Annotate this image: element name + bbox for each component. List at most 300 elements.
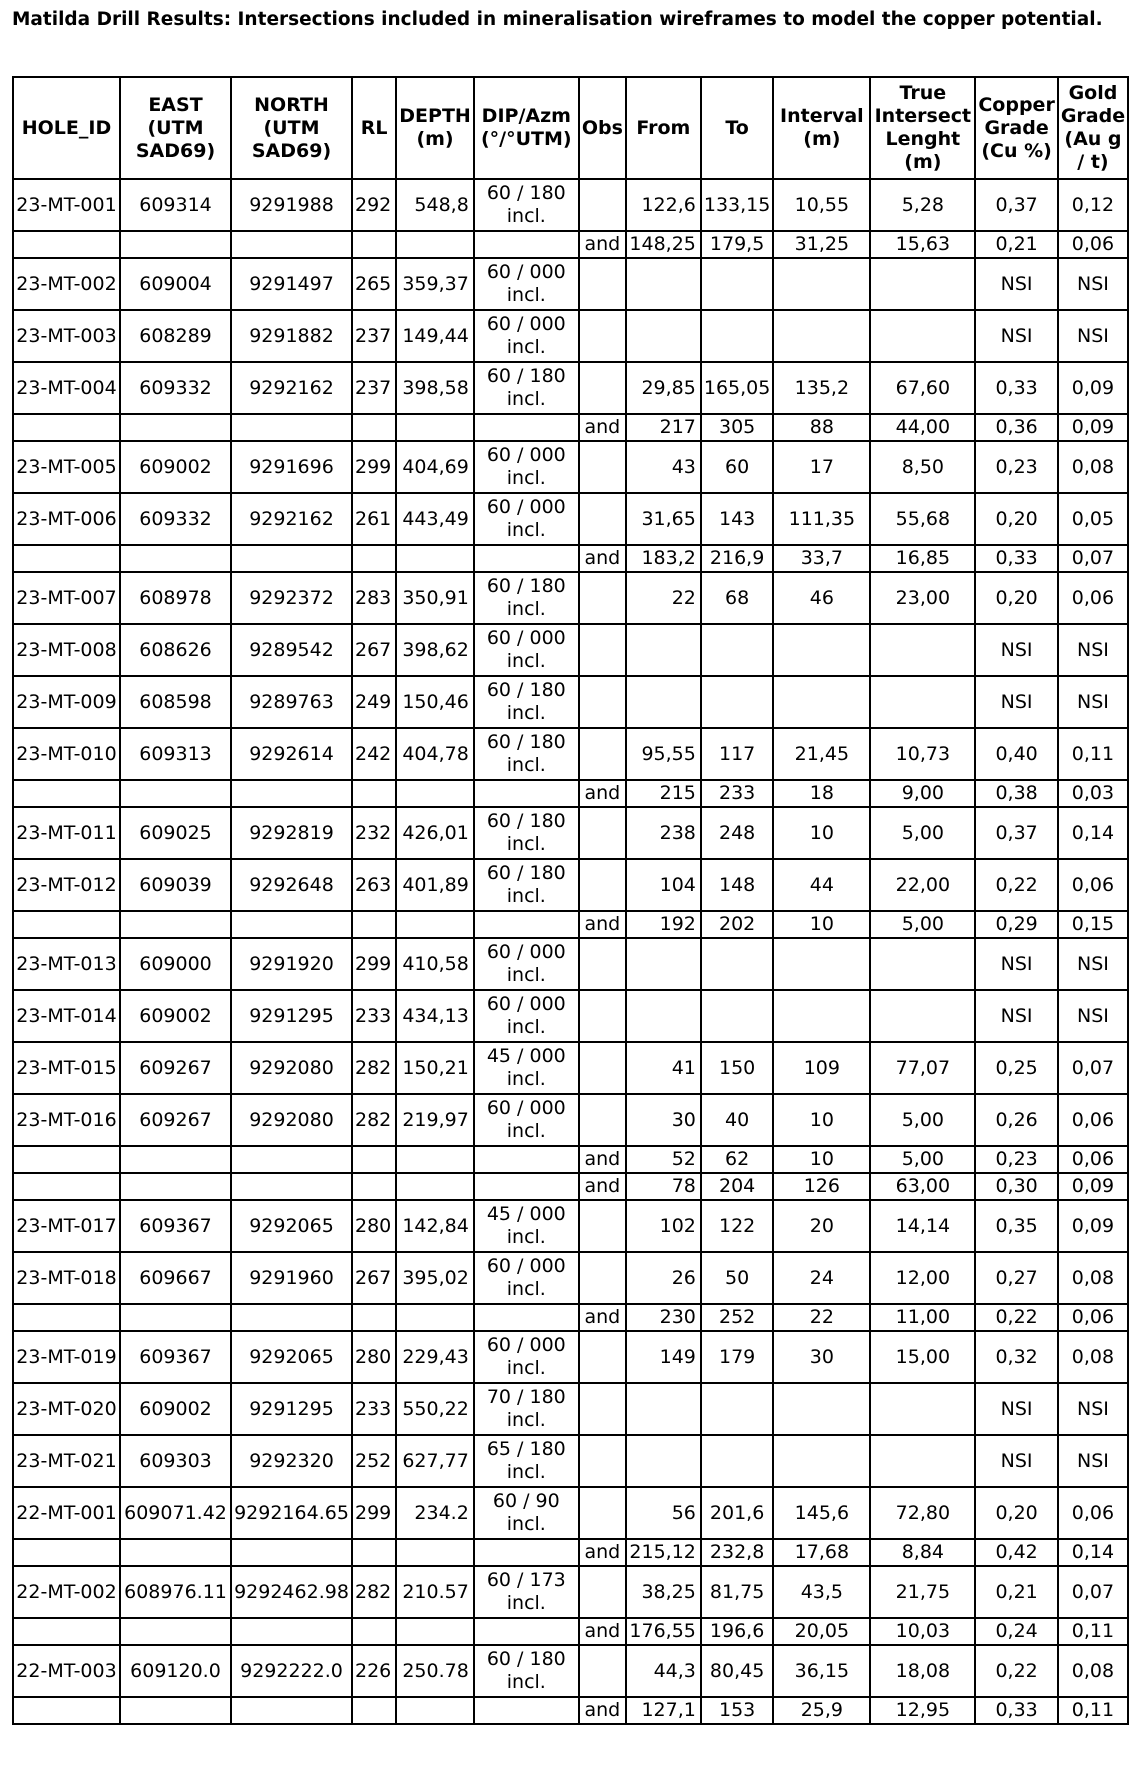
- depth-cell: 395,02: [396, 1252, 474, 1304]
- dip-azm-cell: [474, 545, 579, 572]
- rl-cell: [352, 414, 396, 441]
- east-cell: 608978: [120, 572, 231, 624]
- north-cell: 9292372: [231, 572, 352, 624]
- true-length-cell: [870, 1383, 975, 1435]
- dip-azm-cell: 60 / 000 incl.: [474, 938, 579, 990]
- obs-cell: [579, 1645, 626, 1697]
- north-cell: [231, 1697, 352, 1724]
- east-cell: 609025: [120, 807, 231, 859]
- interval-cell: [773, 990, 870, 1042]
- gold-grade-cell: 0,08: [1058, 441, 1128, 493]
- east-cell: 609002: [120, 1383, 231, 1435]
- dip-azm-cell: 60 / 000 incl.: [474, 310, 579, 362]
- obs-cell: and: [579, 1539, 626, 1566]
- hole-id-cell: 23-MT-009: [13, 676, 120, 728]
- from-cell: 38,25: [626, 1566, 701, 1618]
- obs-cell: [579, 990, 626, 1042]
- rl-cell: 233: [352, 990, 396, 1042]
- true-length-cell: 22,00: [870, 859, 975, 911]
- hole-id-cell: 23-MT-012: [13, 859, 120, 911]
- depth-cell: 426,01: [396, 807, 474, 859]
- hole-id-cell: [13, 911, 120, 938]
- rl-cell: [352, 1618, 396, 1645]
- rl-cell: 242: [352, 728, 396, 780]
- true-length-cell: [870, 1435, 975, 1487]
- hole-id-cell: [13, 1173, 120, 1200]
- table-row: [13, 1146, 1128, 1173]
- dip-azm-cell: [474, 911, 579, 938]
- north-cell: 9292065: [231, 1200, 352, 1252]
- east-cell: [120, 1173, 231, 1200]
- rl-cell: 237: [352, 362, 396, 414]
- depth-cell: [396, 545, 474, 572]
- obs-cell: [579, 859, 626, 911]
- header-to: To: [701, 77, 773, 179]
- header-dip-azm: DIP/Azm (°/°UTM): [474, 77, 579, 179]
- table-row: [13, 990, 1128, 1042]
- obs-cell: and: [579, 1697, 626, 1724]
- copper-grade-cell: 0,22: [975, 1645, 1057, 1697]
- table-row: [13, 1697, 1128, 1724]
- from-cell: 52: [626, 1146, 701, 1173]
- interval-cell: 22: [773, 1304, 870, 1331]
- gold-grade-cell: NSI: [1058, 1383, 1128, 1435]
- copper-grade-cell: NSI: [975, 1383, 1057, 1435]
- from-cell: [626, 624, 701, 676]
- gold-grade-cell: 0,05: [1058, 493, 1128, 545]
- to-cell: [701, 1435, 773, 1487]
- interval-cell: [773, 1383, 870, 1435]
- dip-azm-cell: 60 / 000 incl.: [474, 258, 579, 310]
- hole-id-cell: 23-MT-007: [13, 572, 120, 624]
- from-cell: [626, 258, 701, 310]
- dip-azm-cell: 45 / 000 incl.: [474, 1042, 579, 1094]
- header-rl: RL: [352, 77, 396, 179]
- gold-grade-cell: 0,09: [1058, 1173, 1128, 1200]
- gold-grade-cell: NSI: [1058, 258, 1128, 310]
- table-row: [13, 624, 1128, 676]
- copper-grade-cell: 0,33: [975, 545, 1057, 572]
- table-row: [13, 1173, 1128, 1200]
- header-hole-id: HOLE_ID: [13, 77, 120, 179]
- true-length-cell: 5,28: [870, 179, 975, 231]
- to-cell: 179: [701, 1331, 773, 1383]
- to-cell: 81,75: [701, 1566, 773, 1618]
- depth-cell: [396, 1697, 474, 1724]
- true-length-cell: 18,08: [870, 1645, 975, 1697]
- table-row: [13, 231, 1128, 258]
- gold-grade-cell: 0,03: [1058, 780, 1128, 807]
- header-copper-grade: Copper Grade (Cu %): [975, 77, 1057, 179]
- hole-id-cell: 22-MT-001: [13, 1487, 120, 1539]
- interval-cell: 88: [773, 414, 870, 441]
- rl-cell: 299: [352, 1487, 396, 1539]
- east-cell: [120, 780, 231, 807]
- north-cell: 9289542: [231, 624, 352, 676]
- dip-azm-cell: 60 / 180 incl.: [474, 859, 579, 911]
- table-row: [13, 728, 1128, 780]
- interval-cell: 20: [773, 1200, 870, 1252]
- to-cell: [701, 1383, 773, 1435]
- rl-cell: 249: [352, 676, 396, 728]
- obs-cell: and: [579, 414, 626, 441]
- from-cell: 176,55: [626, 1618, 701, 1645]
- copper-grade-cell: 0,20: [975, 1487, 1057, 1539]
- rl-cell: 263: [352, 859, 396, 911]
- interval-cell: 18: [773, 780, 870, 807]
- table-row: [13, 179, 1128, 231]
- depth-cell: 550,22: [396, 1383, 474, 1435]
- table-row: [13, 441, 1128, 493]
- obs-cell: [579, 493, 626, 545]
- table-row: [13, 414, 1128, 441]
- hole-id-cell: 22-MT-003: [13, 1645, 120, 1697]
- hole-id-cell: 23-MT-020: [13, 1383, 120, 1435]
- dip-azm-cell: 60 / 180 incl.: [474, 676, 579, 728]
- gold-grade-cell: 0,06: [1058, 572, 1128, 624]
- from-cell: 183,2: [626, 545, 701, 572]
- interval-cell: 24: [773, 1252, 870, 1304]
- gold-grade-cell: NSI: [1058, 990, 1128, 1042]
- hole-id-cell: 23-MT-019: [13, 1331, 120, 1383]
- rl-cell: 292: [352, 179, 396, 231]
- from-cell: 29,85: [626, 362, 701, 414]
- table-row: [13, 1331, 1128, 1383]
- north-cell: [231, 231, 352, 258]
- interval-cell: 31,25: [773, 231, 870, 258]
- hole-id-cell: [13, 1539, 120, 1566]
- hole-id-cell: [13, 1697, 120, 1724]
- gold-grade-cell: NSI: [1058, 624, 1128, 676]
- interval-cell: [773, 938, 870, 990]
- obs-cell: [579, 258, 626, 310]
- hole-id-cell: 23-MT-011: [13, 807, 120, 859]
- copper-grade-cell: NSI: [975, 624, 1057, 676]
- table-row: [13, 807, 1128, 859]
- from-cell: 43: [626, 441, 701, 493]
- gold-grade-cell: 0,09: [1058, 362, 1128, 414]
- gold-grade-cell: 0,07: [1058, 1042, 1128, 1094]
- dip-azm-cell: 60 / 90 incl.: [474, 1487, 579, 1539]
- gold-grade-cell: 0,06: [1058, 231, 1128, 258]
- dip-azm-cell: 60 / 000 incl.: [474, 1094, 579, 1146]
- to-cell: [701, 624, 773, 676]
- copper-grade-cell: 0,21: [975, 231, 1057, 258]
- true-length-cell: 12,00: [870, 1252, 975, 1304]
- dip-azm-cell: [474, 414, 579, 441]
- obs-cell: [579, 1331, 626, 1383]
- obs-cell: [579, 1200, 626, 1252]
- north-cell: 9292819: [231, 807, 352, 859]
- depth-cell: 210.57: [396, 1566, 474, 1618]
- interval-cell: 44: [773, 859, 870, 911]
- interval-cell: 10: [773, 807, 870, 859]
- interval-cell: 10,55: [773, 179, 870, 231]
- interval-cell: 126: [773, 1173, 870, 1200]
- true-length-cell: 12,95: [870, 1697, 975, 1724]
- north-cell: 9292320: [231, 1435, 352, 1487]
- gold-grade-cell: 0,06: [1058, 1146, 1128, 1173]
- copper-grade-cell: 0,25: [975, 1042, 1057, 1094]
- gold-grade-cell: 0,06: [1058, 859, 1128, 911]
- table-row: [13, 310, 1128, 362]
- copper-grade-cell: 0,37: [975, 807, 1057, 859]
- interval-cell: [773, 258, 870, 310]
- gold-grade-cell: NSI: [1058, 1435, 1128, 1487]
- dip-azm-cell: [474, 780, 579, 807]
- from-cell: 22: [626, 572, 701, 624]
- north-cell: 9292462.98: [231, 1566, 352, 1618]
- table-body: [13, 179, 1128, 1724]
- north-cell: 9292065: [231, 1331, 352, 1383]
- interval-cell: 109: [773, 1042, 870, 1094]
- dip-azm-cell: 60 / 180 incl.: [474, 728, 579, 780]
- interval-cell: [773, 1435, 870, 1487]
- table-row: [13, 676, 1128, 728]
- hole-id-cell: 23-MT-014: [13, 990, 120, 1042]
- interval-cell: 10: [773, 1146, 870, 1173]
- interval-cell: 33,7: [773, 545, 870, 572]
- from-cell: 104: [626, 859, 701, 911]
- east-cell: 609313: [120, 728, 231, 780]
- copper-grade-cell: 0,23: [975, 1146, 1057, 1173]
- north-cell: [231, 1146, 352, 1173]
- table-row: [13, 1252, 1128, 1304]
- depth-cell: [396, 1173, 474, 1200]
- north-cell: 9291920: [231, 938, 352, 990]
- interval-cell: 21,45: [773, 728, 870, 780]
- north-cell: [231, 1304, 352, 1331]
- dip-azm-cell: 60 / 000 incl.: [474, 624, 579, 676]
- hole-id-cell: 23-MT-018: [13, 1252, 120, 1304]
- rl-cell: 280: [352, 1200, 396, 1252]
- obs-cell: and: [579, 911, 626, 938]
- obs-cell: [579, 624, 626, 676]
- to-cell: 60: [701, 441, 773, 493]
- interval-cell: 111,35: [773, 493, 870, 545]
- depth-cell: 350,91: [396, 572, 474, 624]
- true-length-cell: 8,50: [870, 441, 975, 493]
- table-row: [13, 1618, 1128, 1645]
- true-length-cell: [870, 258, 975, 310]
- to-cell: [701, 310, 773, 362]
- gold-grade-cell: 0,07: [1058, 545, 1128, 572]
- header-true-length: True Intersect Lenght (m): [870, 77, 975, 179]
- to-cell: 201,6: [701, 1487, 773, 1539]
- depth-cell: 229,43: [396, 1331, 474, 1383]
- rl-cell: [352, 911, 396, 938]
- east-cell: [120, 545, 231, 572]
- from-cell: 238: [626, 807, 701, 859]
- header-depth: DEPTH (m): [396, 77, 474, 179]
- drill-results-table: [12, 76, 1129, 1725]
- table-row: [13, 911, 1128, 938]
- rl-cell: 261: [352, 493, 396, 545]
- true-length-cell: 5,00: [870, 911, 975, 938]
- from-cell: 30: [626, 1094, 701, 1146]
- rl-cell: [352, 1304, 396, 1331]
- table-row: [13, 780, 1128, 807]
- north-cell: [231, 1173, 352, 1200]
- from-cell: 127,1: [626, 1697, 701, 1724]
- north-cell: 9292648: [231, 859, 352, 911]
- depth-cell: 404,69: [396, 441, 474, 493]
- gold-grade-cell: 0,08: [1058, 1331, 1128, 1383]
- to-cell: 117: [701, 728, 773, 780]
- depth-cell: 250.78: [396, 1645, 474, 1697]
- copper-grade-cell: 0,30: [975, 1173, 1057, 1200]
- obs-cell: and: [579, 1146, 626, 1173]
- table-header-row: [13, 77, 1128, 179]
- depth-cell: 404,78: [396, 728, 474, 780]
- obs-cell: [579, 1566, 626, 1618]
- obs-cell: [579, 1383, 626, 1435]
- copper-grade-cell: 0,29: [975, 911, 1057, 938]
- true-length-cell: [870, 624, 975, 676]
- header-gold-grade: Gold Grade (Au g / t): [1058, 77, 1128, 179]
- gold-grade-cell: NSI: [1058, 938, 1128, 990]
- to-cell: [701, 258, 773, 310]
- hole-id-cell: 23-MT-006: [13, 493, 120, 545]
- table-row: [13, 1566, 1128, 1618]
- hole-id-cell: 23-MT-008: [13, 624, 120, 676]
- dip-azm-cell: [474, 231, 579, 258]
- from-cell: 215,12: [626, 1539, 701, 1566]
- depth-cell: [396, 231, 474, 258]
- east-cell: 608626: [120, 624, 231, 676]
- copper-grade-cell: 0,38: [975, 780, 1057, 807]
- true-length-cell: 9,00: [870, 780, 975, 807]
- true-length-cell: 15,00: [870, 1331, 975, 1383]
- obs-cell: and: [579, 1173, 626, 1200]
- interval-cell: [773, 676, 870, 728]
- rl-cell: 265: [352, 258, 396, 310]
- gold-grade-cell: 0,15: [1058, 911, 1128, 938]
- true-length-cell: 77,07: [870, 1042, 975, 1094]
- hole-id-cell: 23-MT-015: [13, 1042, 120, 1094]
- dip-azm-cell: 70 / 180 incl.: [474, 1383, 579, 1435]
- header-from: From: [626, 77, 701, 179]
- east-cell: 609267: [120, 1042, 231, 1094]
- east-cell: [120, 231, 231, 258]
- dip-azm-cell: 60 / 000 incl.: [474, 441, 579, 493]
- depth-cell: [396, 1618, 474, 1645]
- east-cell: 609367: [120, 1331, 231, 1383]
- east-cell: 609303: [120, 1435, 231, 1487]
- true-length-cell: 55,68: [870, 493, 975, 545]
- obs-cell: [579, 572, 626, 624]
- east-cell: [120, 911, 231, 938]
- depth-cell: 234.2: [396, 1487, 474, 1539]
- to-cell: 232,8: [701, 1539, 773, 1566]
- depth-cell: 401,89: [396, 859, 474, 911]
- gold-grade-cell: 0,08: [1058, 1252, 1128, 1304]
- copper-grade-cell: 0,24: [975, 1618, 1057, 1645]
- gold-grade-cell: 0,08: [1058, 1645, 1128, 1697]
- east-cell: 609332: [120, 493, 231, 545]
- copper-grade-cell: NSI: [975, 1435, 1057, 1487]
- gold-grade-cell: 0,12: [1058, 179, 1128, 231]
- gold-grade-cell: 0,06: [1058, 1487, 1128, 1539]
- gold-grade-cell: 0,07: [1058, 1566, 1128, 1618]
- hole-id-cell: [13, 1618, 120, 1645]
- east-cell: 608598: [120, 676, 231, 728]
- east-cell: 609667: [120, 1252, 231, 1304]
- dip-azm-cell: 60 / 180 incl.: [474, 572, 579, 624]
- from-cell: [626, 990, 701, 1042]
- north-cell: [231, 1539, 352, 1566]
- north-cell: 9292080: [231, 1042, 352, 1094]
- hole-id-cell: 23-MT-004: [13, 362, 120, 414]
- table-row: [13, 1200, 1128, 1252]
- north-cell: 9291497: [231, 258, 352, 310]
- dip-azm-cell: [474, 1697, 579, 1724]
- from-cell: 215: [626, 780, 701, 807]
- table-row: [13, 258, 1128, 310]
- table-row: [13, 1304, 1128, 1331]
- from-cell: 78: [626, 1173, 701, 1200]
- north-cell: 9291295: [231, 990, 352, 1042]
- table-row: [13, 859, 1128, 911]
- depth-cell: 443,49: [396, 493, 474, 545]
- dip-azm-cell: 65 / 180 incl.: [474, 1435, 579, 1487]
- gold-grade-cell: NSI: [1058, 310, 1128, 362]
- obs-cell: [579, 362, 626, 414]
- gold-grade-cell: 0,14: [1058, 1539, 1128, 1566]
- true-length-cell: 23,00: [870, 572, 975, 624]
- depth-cell: [396, 414, 474, 441]
- hole-id-cell: [13, 1304, 120, 1331]
- north-cell: 9291960: [231, 1252, 352, 1304]
- east-cell: 609002: [120, 990, 231, 1042]
- hole-id-cell: [13, 231, 120, 258]
- rl-cell: 233: [352, 1383, 396, 1435]
- true-length-cell: 67,60: [870, 362, 975, 414]
- true-length-cell: 5,00: [870, 1146, 975, 1173]
- table-row: [13, 938, 1128, 990]
- rl-cell: [352, 231, 396, 258]
- north-cell: 9292164.65: [231, 1487, 352, 1539]
- true-length-cell: 44,00: [870, 414, 975, 441]
- depth-cell: 398,62: [396, 624, 474, 676]
- north-cell: [231, 545, 352, 572]
- obs-cell: [579, 676, 626, 728]
- from-cell: [626, 938, 701, 990]
- to-cell: [701, 990, 773, 1042]
- to-cell: 204: [701, 1173, 773, 1200]
- east-cell: 609267: [120, 1094, 231, 1146]
- obs-cell: [579, 441, 626, 493]
- rl-cell: [352, 1146, 396, 1173]
- gold-grade-cell: 0,06: [1058, 1304, 1128, 1331]
- table-row: [13, 1435, 1128, 1487]
- dip-azm-cell: 60 / 180 incl.: [474, 807, 579, 859]
- depth-cell: 627,77: [396, 1435, 474, 1487]
- east-cell: 608289: [120, 310, 231, 362]
- true-length-cell: 72,80: [870, 1487, 975, 1539]
- north-cell: 9289763: [231, 676, 352, 728]
- dip-azm-cell: 60 / 000 incl.: [474, 990, 579, 1042]
- dip-azm-cell: 60 / 000 incl.: [474, 1331, 579, 1383]
- table-row: [13, 1094, 1128, 1146]
- rl-cell: 226: [352, 1645, 396, 1697]
- copper-grade-cell: 0,20: [975, 572, 1057, 624]
- rl-cell: [352, 1173, 396, 1200]
- rl-cell: [352, 545, 396, 572]
- depth-cell: 398,58: [396, 362, 474, 414]
- true-length-cell: 10,73: [870, 728, 975, 780]
- north-cell: 9292162: [231, 493, 352, 545]
